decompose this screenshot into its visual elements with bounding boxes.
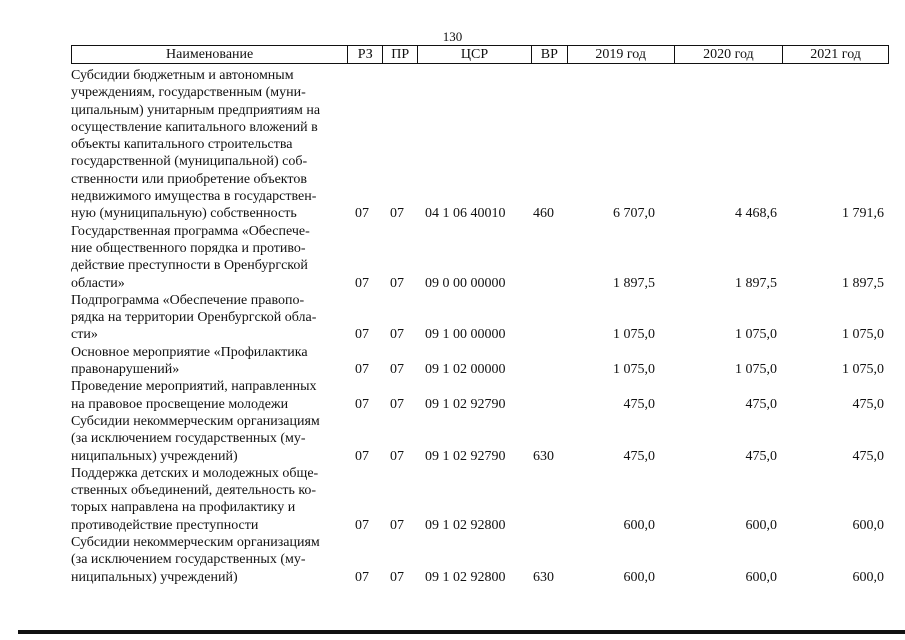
row-value-2020: 600,0 xyxy=(745,517,777,533)
row-value-2019: 600,0 xyxy=(623,517,655,533)
row-value-2019: 475,0 xyxy=(623,448,655,464)
row-csr: 09 0 00 00000 xyxy=(425,275,506,291)
row-csr: 09 1 02 00000 xyxy=(425,362,506,378)
column-header-2020: 2020 год xyxy=(674,46,783,63)
row-pr: 07 xyxy=(390,275,404,291)
row-csr: 09 1 02 92800 xyxy=(425,517,506,533)
page-bottom-edge xyxy=(18,630,905,634)
row-rz: 07 xyxy=(355,517,369,533)
row-rz: 07 xyxy=(355,206,369,222)
column-header-pr: ПР xyxy=(382,46,417,63)
table-row xyxy=(71,413,889,465)
row-pr: 07 xyxy=(390,448,404,464)
row-pr: 07 xyxy=(390,362,404,378)
row-value-2020: 1 075,0 xyxy=(735,327,777,343)
row-value-2021: 600,0 xyxy=(852,569,884,585)
row-value-2021: 475,0 xyxy=(852,448,884,464)
row-rz: 07 xyxy=(355,396,369,412)
row-csr: 09 1 02 92790 xyxy=(425,448,506,464)
row-rz: 07 xyxy=(355,362,369,378)
column-header-rz: РЗ xyxy=(347,46,382,63)
row-vr: 630 xyxy=(533,448,554,464)
row-value-2019: 1 075,0 xyxy=(613,362,655,378)
row-pr: 07 xyxy=(390,517,404,533)
row-name: Субсидии некоммерческим организациям (за исключением государственных (му- ниципальных) учреждений) xyxy=(71,535,320,585)
row-rz: 07 xyxy=(355,327,369,343)
row-csr: 09 1 02 92800 xyxy=(425,569,506,585)
row-value-2019: 600,0 xyxy=(623,569,655,585)
row-value-2021: 1 897,5 xyxy=(842,275,884,291)
page-number: 130 xyxy=(442,29,463,44)
row-value-2019: 1 075,0 xyxy=(613,327,655,343)
row-name: Поддержка детских и молодежных обще- ственных объединений, деятельность ко- торых направлена на профилактику и противодействие преступности xyxy=(71,465,319,533)
row-value-2021: 1 075,0 xyxy=(842,327,884,343)
table-body xyxy=(71,67,889,586)
row-csr: 09 1 00 00000 xyxy=(425,327,506,343)
row-name: Субсидии некоммерческим организациям (за исключением государственных (му- ниципальных) учреждений) xyxy=(71,413,320,464)
row-value-2019: 475,0 xyxy=(623,396,655,412)
row-csr: 04 1 06 40010 xyxy=(425,206,506,222)
row-name: Проведение мероприятий, направленных на правовое просвещение молодежи xyxy=(71,379,317,412)
column-header-csr: ЦСР xyxy=(417,46,531,63)
row-vr: 460 xyxy=(533,206,554,222)
row-value-2020: 600,0 xyxy=(745,569,777,585)
row-value-2020: 475,0 xyxy=(745,396,777,412)
row-pr: 07 xyxy=(390,396,404,412)
table-header xyxy=(71,45,889,64)
table-row xyxy=(71,344,889,379)
row-value-2020: 4 468,6 xyxy=(735,206,777,222)
row-pr: 07 xyxy=(390,569,404,585)
row-value-2021: 600,0 xyxy=(852,517,884,533)
row-value-2019: 1 897,5 xyxy=(613,275,655,291)
row-value-2020: 1 075,0 xyxy=(735,362,777,378)
row-rz: 07 xyxy=(355,275,369,291)
row-value-2021: 1 791,6 xyxy=(842,206,884,222)
column-header-name: Наименование xyxy=(166,47,254,62)
row-csr: 09 1 02 92790 xyxy=(425,396,506,412)
row-name: Государственная программа «Обеспече- ние общественного порядка и противо- действие преступности в Оренбургской области» xyxy=(71,223,310,291)
row-name: Основное мероприятие «Профилактика правонарушений» xyxy=(71,344,308,378)
table-row xyxy=(71,292,889,344)
row-vr: 630 xyxy=(533,569,554,585)
table-row xyxy=(71,534,889,586)
table-row xyxy=(71,223,889,292)
table-row xyxy=(71,67,889,223)
row-value-2020: 1 897,5 xyxy=(735,275,777,291)
table-row xyxy=(71,465,889,534)
row-value-2021: 1 075,0 xyxy=(842,362,884,378)
row-value-2021: 475,0 xyxy=(852,396,884,412)
column-header-2021: 2021 год xyxy=(782,46,888,63)
table-row xyxy=(71,378,889,413)
row-value-2019: 6 707,0 xyxy=(613,206,655,222)
row-pr: 07 xyxy=(390,327,404,343)
column-header-vr: ВР xyxy=(531,46,567,63)
row-value-2020: 475,0 xyxy=(745,448,777,464)
row-rz: 07 xyxy=(355,448,369,464)
row-name: Подпрограмма «Обеспечение правопо- рядка на территории Оренбургской обла- сти» xyxy=(71,292,317,343)
row-name: Субсидии бюджетным и автономным учреждениям, государственным (муни- ципальным) унитарным предприятиям на осуществление капитального вложений в объекты капитального строительства государственной (муниципальной) соб- ственности или приобретение объектов недвижимого имущества в государствен- ную (муниципальную) собственность xyxy=(71,68,321,222)
row-rz: 07 xyxy=(355,569,369,585)
row-pr: 07 xyxy=(390,206,404,222)
column-header-2019: 2019 год xyxy=(567,46,674,63)
